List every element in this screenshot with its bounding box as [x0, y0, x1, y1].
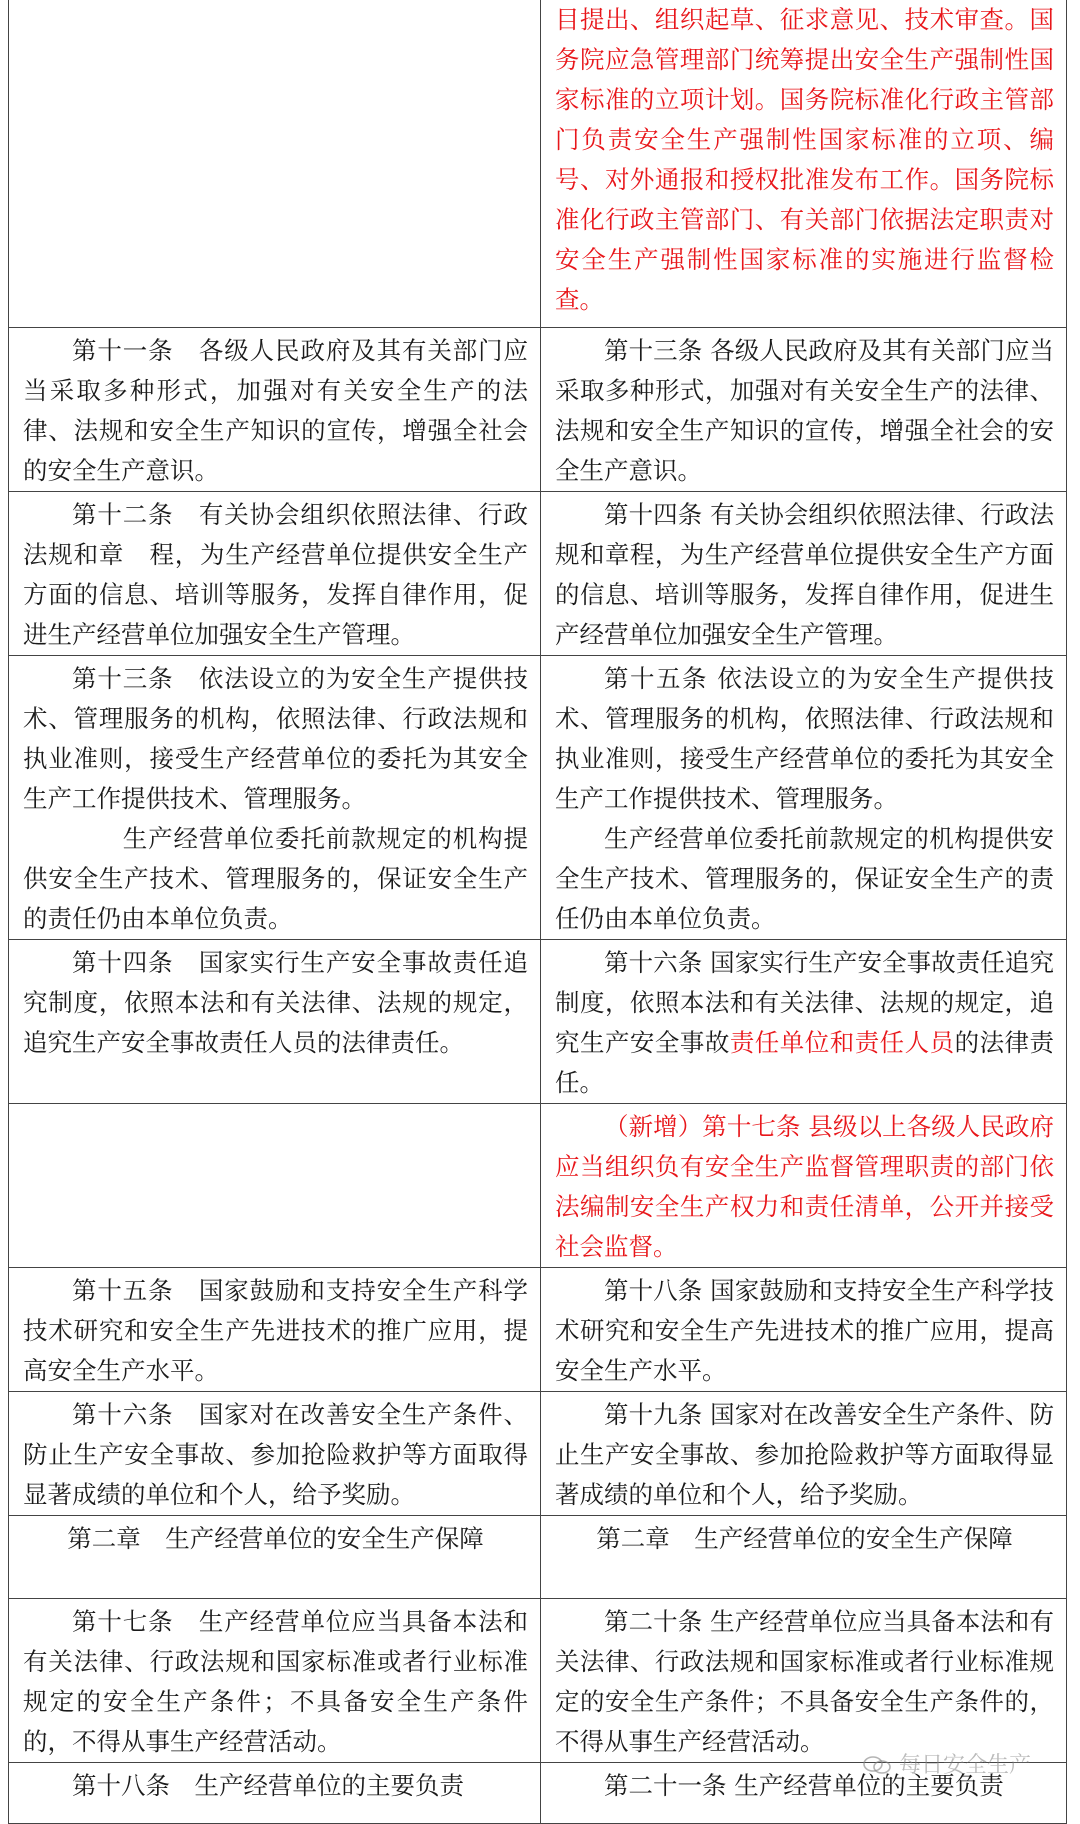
table-row: [9, 1268, 1067, 1392]
article-text: 第十三条 各级人民政府及其有关部门应当采取多种形式，加强对有关安全生产的法律、法规和安全生产知识的宣传，增强全社会的安全生产意识。: [555, 336, 1054, 485]
article-text: 的法律责任。: [555, 1028, 1055, 1097]
new-law-cell: [541, 1599, 1067, 1763]
old-law-cell: [9, 1516, 541, 1599]
article-paragraph: [23, 819, 528, 939]
old-law-cell: [9, 0, 541, 328]
article-text: 第十四条 有关协会组织依照法律、行政法规和章程，为生产经营单位提供安全生产方面的信息、培训等服务，发挥自律作用，促进生产经营单位加强安全生产管理。: [555, 500, 1054, 649]
new-law-cell: [541, 1516, 1067, 1599]
article-text: 第二章 生产经营单位的安全生产保障: [67, 1524, 484, 1553]
article-paragraph: [555, 0, 1054, 320]
table-row: [9, 1599, 1067, 1763]
amended-text: （新增）第十七条 县级以上各级人民政府应当组织负有安全生产监督管理职责的部门依法编制安全生产权力和责任清单，公开并接受社会监督。: [555, 1112, 1054, 1261]
article-text: 第十九条 国家对在改善安全生产条件、防止生产安全事故、参加抢险救护等方面取得显著成绩的单位和个人，给予奖励。: [555, 1400, 1054, 1509]
article-text: 第十七条 生产经营单位应当具备本法和有关法律、行政法规和国家标准或者行业标准规定的安全生产条件；不具备安全生产条件的，不得从事生产经营活动。: [23, 1607, 528, 1756]
article-text: 第十八条 国家鼓励和支持安全生产科学技术研究和安全生产先进技术的推广应用，提高安全生产水平。: [555, 1276, 1054, 1385]
comparison-table: [8, 0, 1067, 1824]
article-text: 第十三条 依法设立的为安全生产提供技术、管理服务的机构，依照法律、行政法规和执业准则，接受生产经营单位的委托为其安全生产工作提供技术、管理服务。: [23, 664, 528, 813]
table-row: [9, 1516, 1067, 1599]
table-row: [9, 492, 1067, 656]
article-text: 第十五条 依法设立的为安全生产提供技术、管理服务的机构，依照法律、行政法规和执业准则，接受生产经营单位的委托为其安全生产工作提供技术、管理服务。: [555, 664, 1054, 813]
article-paragraph: [555, 943, 1054, 1103]
article-paragraph: [555, 819, 1054, 939]
new-law-cell: [541, 940, 1067, 1104]
new-law-cell: [541, 1104, 1067, 1268]
article-text: 第十四条 国家实行生产安全事故责任追究制度，依照本法和有关法律、法规的规定，追究生产安全事故责任人员的法律责任。: [23, 948, 528, 1057]
old-law-cell: [9, 656, 541, 940]
article-paragraph: [23, 1602, 528, 1762]
watermark-text: 每日安全生产: [899, 1753, 1032, 1778]
article-paragraph: [23, 1271, 528, 1391]
new-law-cell: [541, 1392, 1067, 1516]
article-text: 第二十一条 生产经营单位的主要负责: [604, 1771, 1004, 1800]
article-text: 第十六条 国家实行生产安全事故责任追究制度，依照本法和有关法律、法规的规定，追究生产安全事故: [555, 948, 1054, 1057]
article-paragraph: [23, 495, 528, 655]
article-text: 生产经营单位委托前款规定的机构提供安全生产技术、管理服务的，保证安全生产的责任仍由本单位负责。: [555, 824, 1054, 933]
table-row: [9, 1392, 1067, 1516]
old-law-cell: [9, 492, 541, 656]
old-law-cell: [9, 1763, 541, 1824]
old-law-cell: [9, 328, 541, 492]
article-text: 生产经营单位委托前款规定的机构提供安全生产技术、管理服务的，保证安全生产的责任仍由本单位负责。: [23, 824, 528, 933]
article-paragraph: [23, 943, 528, 1063]
chapter-heading: [555, 1519, 1054, 1559]
old-law-cell: [9, 1392, 541, 1516]
table-row: [9, 0, 1067, 328]
article-text: 第十五条 国家鼓励和支持安全生产科学技术研究和安全生产先进技术的推广应用，提高安全生产水平。: [23, 1276, 528, 1385]
article-paragraph: [555, 1107, 1054, 1267]
article-text: 第二十条 生产经营单位应当具备本法和有关法律、行政法规和国家标准或者行业标准规定的安全生产条件；不具备安全生产条件的，不得从事生产经营活动。: [555, 1607, 1054, 1756]
article-paragraph: [23, 1766, 528, 1806]
amended-text: 目提出、组织起草、征求意见、技术审查。国务院应急管理部门统筹提出安全生产强制性国家标准的立项计划。国务院标准化行政主管部门负责安全生产强制性国家标准的立项、编号、对外通报和授权批准发布工作。国务院标准化行政主管部门、有关部门依据法定职责对安全生产强制性国家标准的实施进行监督检查。: [555, 5, 1054, 314]
wechat-icon: [862, 1755, 892, 1775]
article-text: 第十一条 各级人民政府及其有关部门应当采取多种形式，加强对有关安全生产的法律、法规和安全生产知识的宣传，增强全社会的安全生产意识。: [23, 336, 528, 485]
watermark: [862, 1748, 1031, 1779]
article-paragraph: [555, 331, 1054, 491]
article-text: 第十六条 国家对在改善安全生产条件、防止生产安全事故、参加抢险救护等方面取得显著成绩的单位和个人，给予奖励。: [23, 1400, 528, 1509]
old-law-cell: [9, 1268, 541, 1392]
article-paragraph: [555, 1602, 1054, 1762]
article-text: 第二章 生产经营单位的安全生产保障: [596, 1524, 1013, 1553]
article-text: 第十八条 生产经营单位的主要负责: [72, 1771, 464, 1800]
old-law-cell: [9, 1104, 541, 1268]
comparison-table-body: [9, 0, 1067, 1824]
new-law-cell: [541, 328, 1067, 492]
new-law-cell: [541, 656, 1067, 940]
article-paragraph: [555, 495, 1054, 655]
article-paragraph: [23, 1395, 528, 1515]
old-law-cell: [9, 1599, 541, 1763]
table-row: [9, 656, 1067, 940]
table-row: [9, 1104, 1067, 1268]
new-law-cell: [541, 0, 1067, 328]
new-law-cell: [541, 492, 1067, 656]
new-law-cell: [541, 1268, 1067, 1392]
article-text: 第十二条 有关协会组织依照法律、行政法规和章 程，为生产经营单位提供安全生产方面的信息、培训等服务，发挥自律作用，促进生产经营单位加强安全生产管理。: [23, 500, 528, 649]
article-paragraph: [23, 331, 528, 491]
amended-text: 责任单位和责任人员: [729, 1028, 955, 1057]
article-paragraph: [23, 659, 528, 819]
table-row: [9, 328, 1067, 492]
article-paragraph: [555, 1395, 1054, 1515]
table-row: [9, 940, 1067, 1104]
old-law-cell: [9, 940, 541, 1104]
article-paragraph: [555, 659, 1054, 819]
article-paragraph: [555, 1271, 1054, 1391]
chapter-heading: [23, 1519, 528, 1559]
